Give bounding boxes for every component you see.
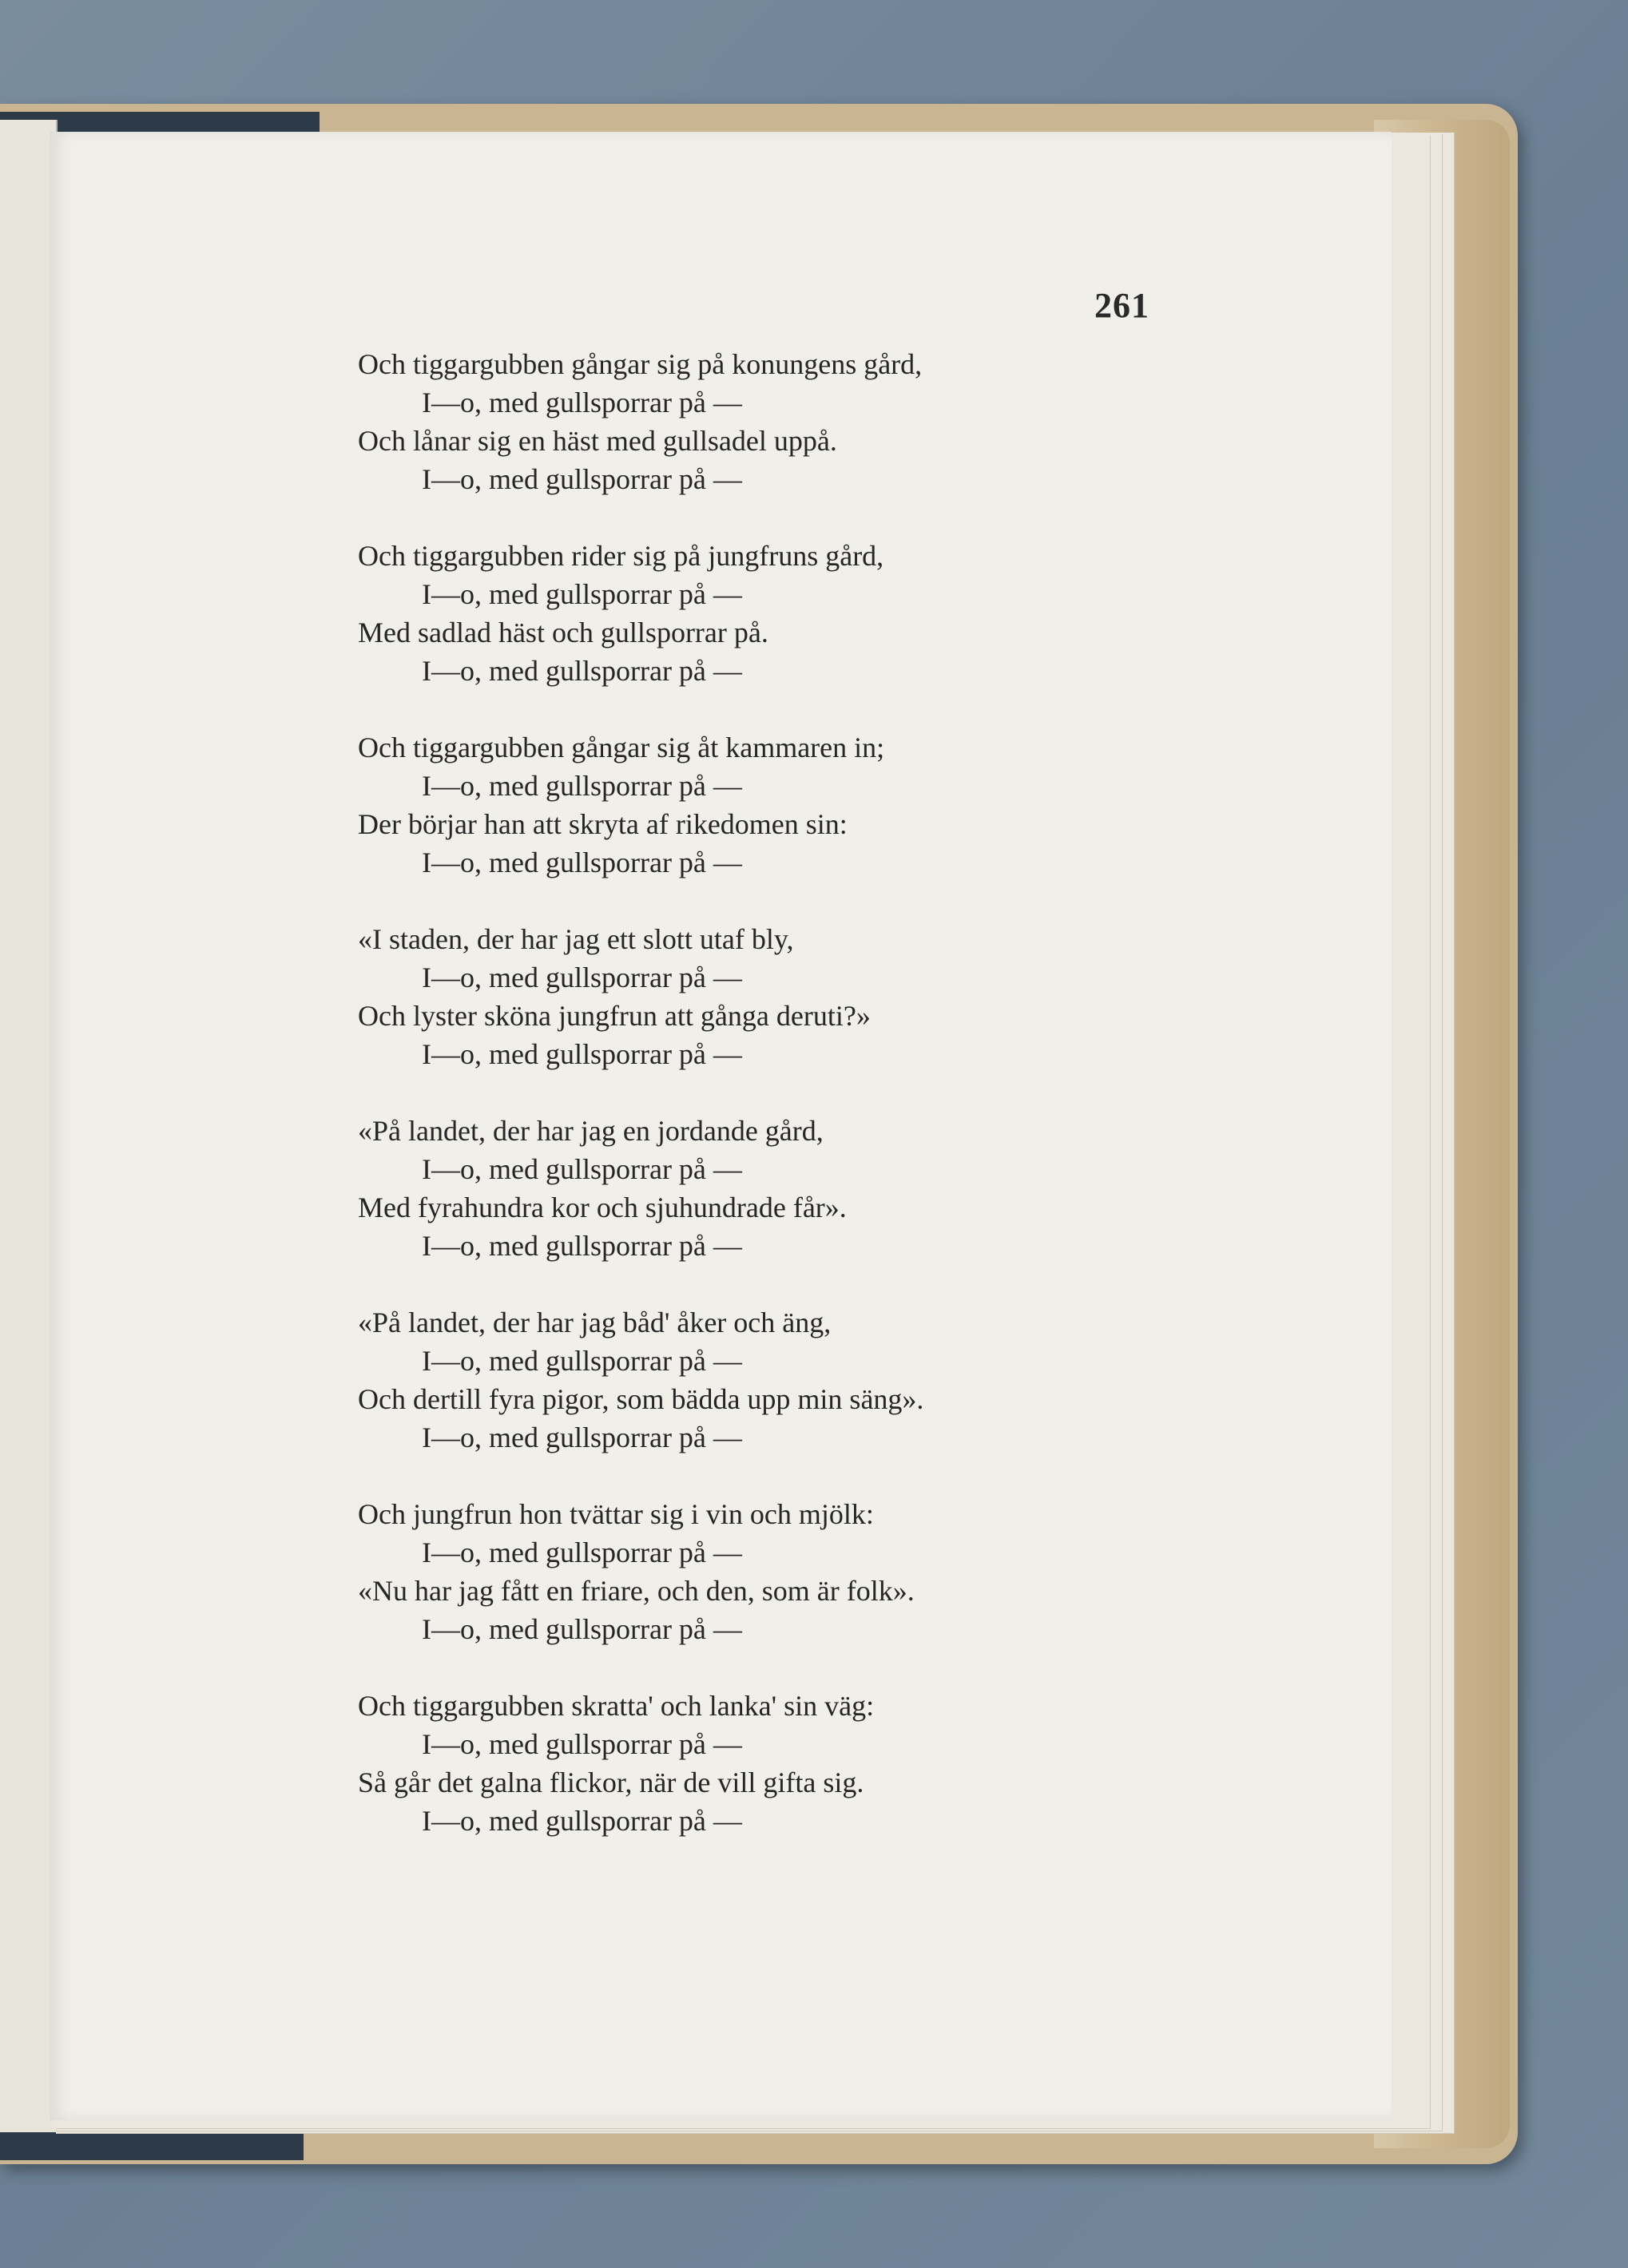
poem-stanza <box>358 537 1157 690</box>
poem-refrain-line: I—o, med gullsporrar på — <box>422 1345 742 1377</box>
poem-stanza <box>358 1112 1157 1265</box>
poem-refrain-line: I—o, med gullsporrar på — <box>422 1421 742 1453</box>
poem-line: Och jungfrun hon tvättar sig i vin och mjölk: <box>358 1498 874 1530</box>
poem-refrain-line: I—o, med gullsporrar på — <box>422 1230 742 1262</box>
poem-line: Och tiggargubben rider sig på jungfruns gård, <box>358 540 884 572</box>
poem-line: Med fyrahundra kor och sjuhundrade får». <box>358 1191 847 1223</box>
poem-line: Med sadlad häst och gullsporrar på. <box>358 617 768 648</box>
poem-stanza <box>358 920 1157 1073</box>
poem-line: «På landet, der har jag båd' åker och äng, <box>358 1306 832 1338</box>
poem-line: «Nu har jag fått en friare, och den, som är folk». <box>358 1575 915 1607</box>
poem-refrain-line: I—o, med gullsporrar på — <box>422 1038 742 1070</box>
poem-line: Der börjar han att skryta af rikedomen sin: <box>358 808 848 840</box>
poem-line: Så går det galna flickor, när de vill gifta sig. <box>358 1766 864 1798</box>
poem-refrain-line: I—o, med gullsporrar på — <box>422 847 742 878</box>
poem <box>358 345 1157 1878</box>
poem-line: Och tiggargubben gångar sig på konungens gård, <box>358 348 923 380</box>
poem-refrain-line: I—o, med gullsporrar på — <box>422 463 742 495</box>
poem-refrain-line: I—o, med gullsporrar på — <box>422 578 742 610</box>
poem-refrain-line: I—o, med gullsporrar på — <box>422 770 742 802</box>
poem-line: Och lånar sig en häst med gullsadel uppå. <box>358 425 837 457</box>
poem-line: «I staden, der har jag ett slott utaf bly, <box>358 923 794 955</box>
poem-refrain-line: I—o, med gullsporrar på — <box>422 1805 742 1837</box>
poem-stanza <box>358 345 1157 498</box>
poem-refrain-line: I—o, med gullsporrar på — <box>422 1728 742 1760</box>
poem-line: Och lyster sköna jungfrun att gånga deruti?» <box>358 1000 871 1032</box>
poem-line: Och tiggargubben skratta' och lanka' sin väg: <box>358 1690 875 1722</box>
poem-refrain-line: I—o, med gullsporrar på — <box>422 1613 742 1645</box>
poem-refrain-line: I—o, med gullsporrar på — <box>422 387 742 418</box>
poem-line: «På landet, der har jag en jordande gård, <box>358 1115 824 1147</box>
poem-refrain-line: I—o, med gullsporrar på — <box>422 655 742 687</box>
poem-line: Och dertill fyra pigor, som bädda upp min säng». <box>358 1383 924 1415</box>
poem-refrain-line: I—o, med gullsporrar på — <box>422 1536 742 1568</box>
poem-line: Och tiggargubben gångar sig åt kammaren in; <box>358 732 885 763</box>
poem-stanza <box>358 1303 1157 1457</box>
page-number: 261 <box>1094 286 1150 325</box>
poem-stanza <box>358 1687 1157 1840</box>
poem-refrain-line: I—o, med gullsporrar på — <box>422 962 742 993</box>
poem-stanza <box>358 1495 1157 1648</box>
poem-stanza <box>358 728 1157 882</box>
poem-refrain-line: I—o, med gullsporrar på — <box>422 1153 742 1185</box>
